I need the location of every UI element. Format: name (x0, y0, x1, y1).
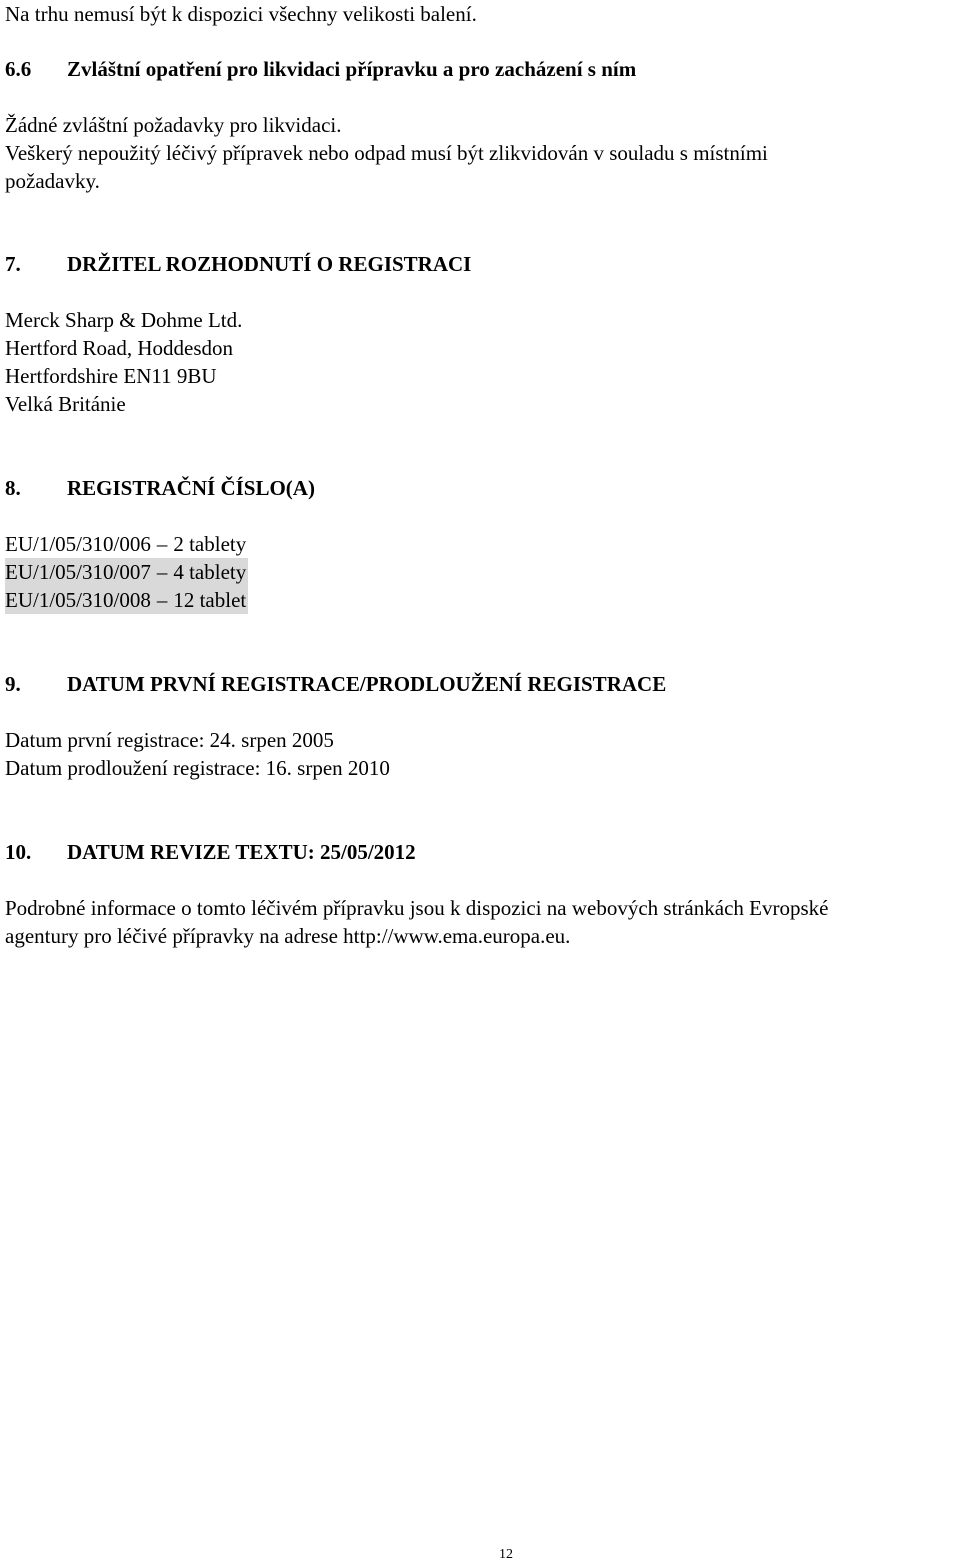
dash: – (156, 532, 168, 556)
paragraph-line: Veškerý nepoužitý léčivý přípravek nebo odpad musí být zlikvidován v souladu s místními (5, 141, 768, 165)
pack-sizes-note: Na trhu nemusí být k dispozici všechny velikosti balení. (5, 2, 477, 26)
section-8-heading (5, 474, 315, 502)
registration-code: EU/1/05/310/006 (5, 532, 151, 556)
section-number: 6.6 (5, 57, 32, 81)
section-6-6-heading (5, 55, 636, 83)
registration-number-row (5, 558, 248, 586)
section-number: 9. (5, 672, 21, 696)
pack-size: 4 tablety (173, 560, 247, 584)
registration-number-row (5, 586, 248, 614)
registration-number-row (5, 530, 246, 558)
address-line: Merck Sharp & Dohme Ltd. (5, 308, 243, 332)
address-line: Hertfordshire EN11 9BU (5, 364, 217, 388)
section-number: 8. (5, 476, 21, 500)
renewal-date: Datum prodloužení registrace: 16. srpen 2010 (5, 756, 390, 780)
paragraph-line: Podrobné informace o tomto léčivém přípravku jsou k dispozici na webových stránkách Evropské (5, 896, 829, 920)
section-title: DATUM PRVNÍ REGISTRACE/PRODLOUŽENÍ REGISTRACE (67, 672, 667, 696)
section-7-heading (5, 250, 471, 278)
paragraph-line: agentury pro léčivé přípravky na adrese http://www.ema.europa.eu. (5, 924, 571, 948)
address-line: Hertford Road, Hoddesdon (5, 336, 234, 360)
pack-size: 2 tablety (173, 532, 247, 556)
page-number: 12 (499, 1547, 513, 1562)
section-title: DRŽITEL ROZHODNUTÍ O REGISTRACI (67, 252, 472, 276)
section-10-heading (5, 838, 416, 866)
section-number: 10. (5, 840, 32, 864)
first-registration-date: Datum první registrace: 24. srpen 2005 (5, 728, 334, 752)
address-line: Velká Británie (5, 392, 126, 416)
section-title: Zvláštní opatření pro likvidaci přípravku a pro zacházení s ním (67, 57, 637, 81)
pack-size: 12 tablet (173, 588, 247, 612)
section-9-heading (5, 670, 666, 698)
section-title: DATUM REVIZE TEXTU: 25/05/2012 (67, 840, 416, 864)
registration-code: EU/1/05/310/008 (5, 588, 151, 612)
paragraph-line: Žádné zvláštní požadavky pro likvidaci. (5, 113, 342, 137)
registration-code: EU/1/05/310/007 (5, 560, 151, 584)
dash: – (156, 560, 168, 584)
section-title: REGISTRAČNÍ ČÍSLO(A) (67, 476, 315, 500)
paragraph-line: požadavky. (5, 169, 100, 193)
dash: – (156, 588, 168, 612)
section-number: 7. (5, 252, 21, 276)
